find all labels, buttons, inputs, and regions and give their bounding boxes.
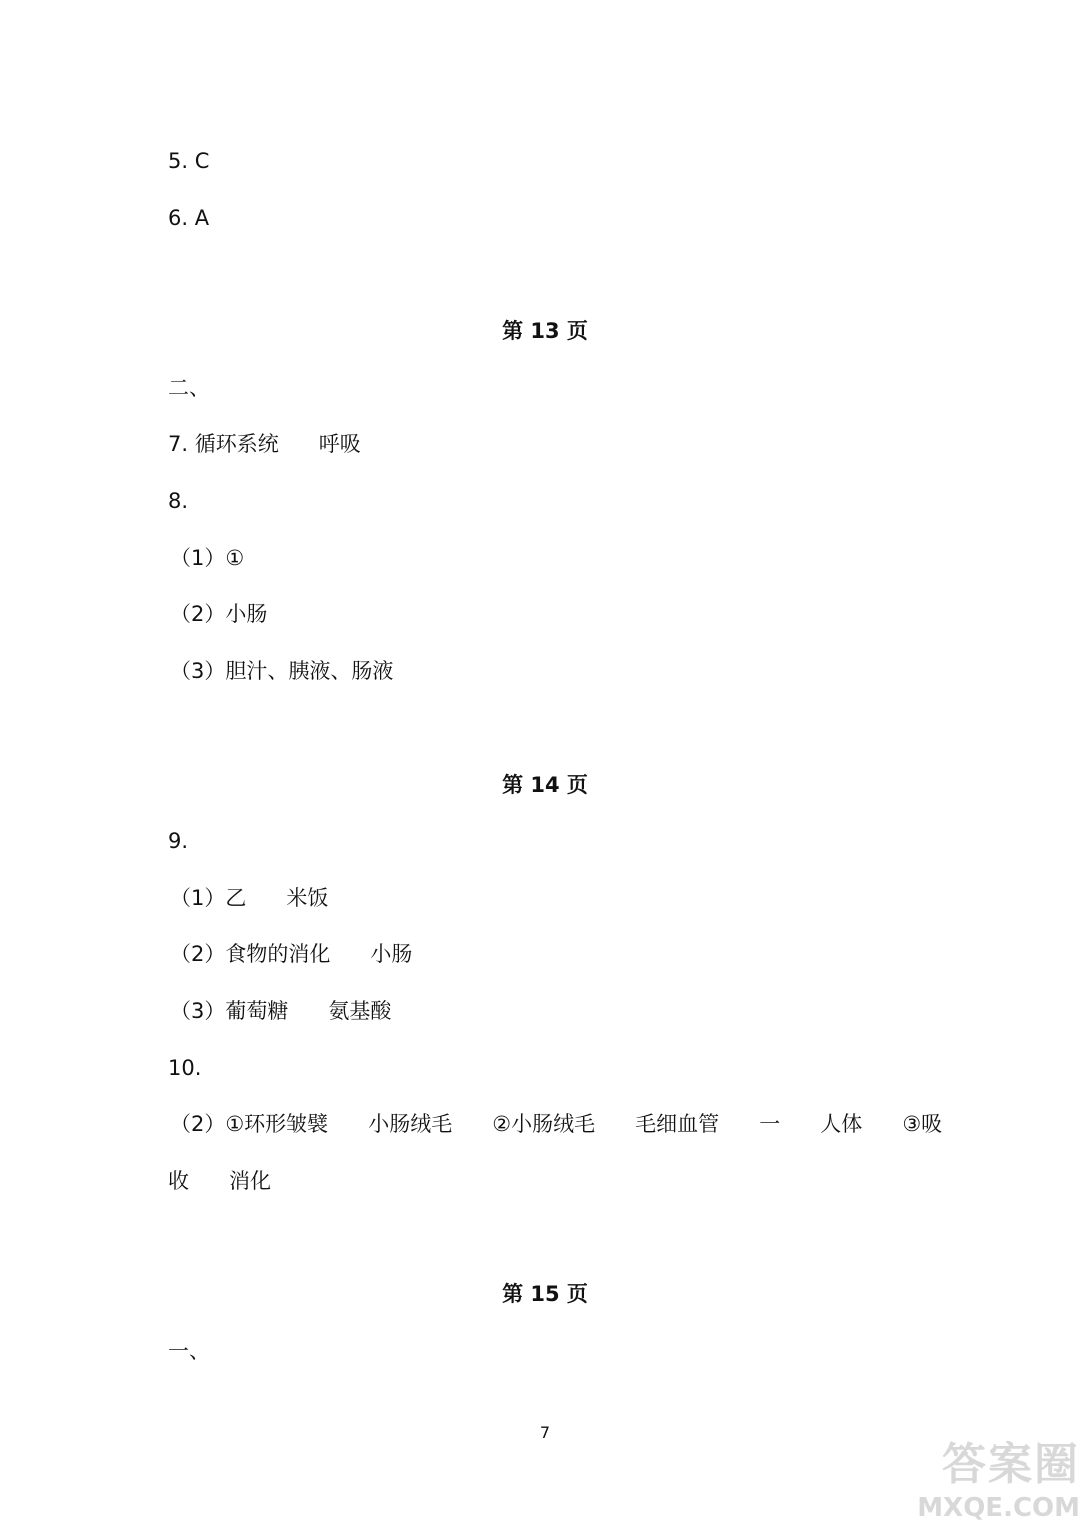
answer-9: 9. bbox=[168, 829, 189, 853]
answer-10-2-line2: 收 消化 bbox=[168, 1169, 272, 1193]
answer-9-2: （2）食物的消化 小肠 bbox=[170, 942, 413, 966]
answer-9-1: （1）乙 米饭 bbox=[170, 886, 329, 910]
answer-8-3: （3）胆汁、胰液、肠液 bbox=[170, 659, 394, 683]
answer-8-1: （1）① bbox=[170, 546, 245, 570]
section-one-label: 一、 bbox=[168, 1339, 210, 1363]
answer-8-2: （2）小肠 bbox=[170, 602, 268, 626]
watermark-bottom-text: MXQE.COM bbox=[917, 1493, 1080, 1523]
answer-5: 5. C bbox=[168, 149, 210, 173]
answer-9-3: （3）葡萄糖 氨基酸 bbox=[170, 999, 392, 1023]
watermark-top-text: 答案圈 bbox=[942, 1439, 1080, 1490]
answer-10-2-line1: （2）①环形皱襞 小肠绒毛 ②小肠绒毛 毛细血管 一 人体 ③吸 bbox=[170, 1112, 943, 1136]
watermark-logo bbox=[905, 1440, 1080, 1530]
page-number: 7 bbox=[539, 1423, 551, 1442]
page-heading-14: 第 14 页 bbox=[502, 773, 588, 797]
answer-6: 6. A bbox=[168, 206, 210, 230]
answer-7: 7. 循环系统 呼吸 bbox=[168, 432, 361, 456]
section-two-label: 二、 bbox=[168, 376, 210, 400]
answer-8: 8. bbox=[168, 489, 189, 513]
answer-10: 10. bbox=[168, 1056, 202, 1080]
page-heading-15: 第 15 页 bbox=[502, 1282, 588, 1306]
page-heading-13: 第 13 页 bbox=[502, 319, 588, 343]
